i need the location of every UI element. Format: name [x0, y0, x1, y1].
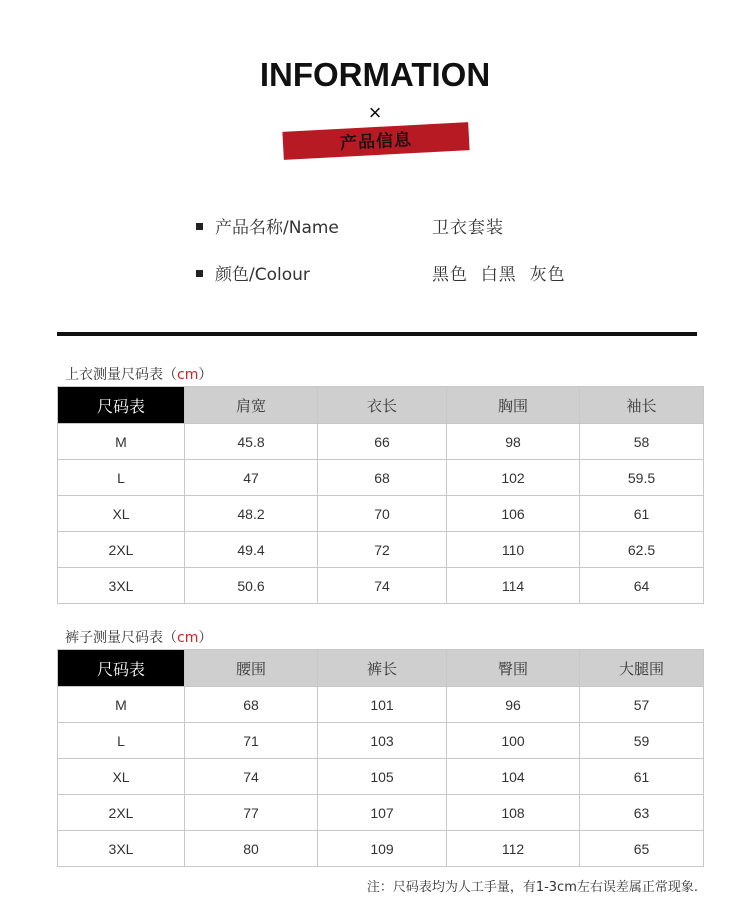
table-cell: 62.5 — [580, 532, 704, 568]
divider — [57, 332, 697, 336]
table-cell: 59 — [580, 723, 704, 759]
column-header: 袖长 — [580, 387, 704, 424]
info-colour-label: 颜色/Colour — [215, 265, 310, 285]
table-cell: 80 — [185, 831, 318, 867]
table-cell: 108 — [447, 795, 580, 831]
table-cell: 100 — [447, 723, 580, 759]
table-cell: 61 — [580, 759, 704, 795]
table-cell: 98 — [447, 424, 580, 460]
column-header: 大腿围 — [580, 650, 704, 687]
table-cell: 114 — [447, 568, 580, 604]
table-cell: 102 — [447, 460, 580, 496]
top-size-table — [57, 386, 704, 604]
table-cell: 101 — [318, 687, 447, 723]
column-header: 裤长 — [318, 650, 447, 687]
table-row — [58, 424, 704, 460]
table-cell: 59.5 — [580, 460, 704, 496]
table-cell: 96 — [447, 687, 580, 723]
table-cell: XL — [58, 759, 185, 795]
table-cell: L — [58, 723, 185, 759]
table-cell: 45.8 — [185, 424, 318, 460]
table-row — [58, 687, 704, 723]
table-cell: 68 — [185, 687, 318, 723]
table-row — [58, 795, 704, 831]
table-cell: M — [58, 424, 185, 460]
section-banner: 产品信息 — [282, 122, 469, 160]
table-row — [58, 460, 704, 496]
table-cell: XL — [58, 496, 185, 532]
pants-table-caption — [65, 627, 212, 647]
table-row — [58, 532, 704, 568]
table-cell: M — [58, 687, 185, 723]
column-header: 尺码表 — [58, 650, 185, 687]
table-cell: 105 — [318, 759, 447, 795]
table-cell: 50.6 — [185, 568, 318, 604]
column-header: 腰围 — [185, 650, 318, 687]
table-cell: 103 — [318, 723, 447, 759]
table-cell: 72 — [318, 532, 447, 568]
table-cell: 2XL — [58, 532, 185, 568]
table-row — [58, 759, 704, 795]
footnote: 注：尺码表均为人工手量，有1-3cm左右误差属正常现象. — [366, 880, 698, 895]
top-caption-end: ） — [198, 367, 213, 383]
bullet-square-icon — [196, 223, 203, 230]
table-header-row — [58, 650, 704, 687]
pants-caption-end: ） — [198, 630, 213, 646]
top-table-caption — [65, 364, 212, 384]
table-cell: 57 — [580, 687, 704, 723]
table-row — [58, 568, 704, 604]
table-header-row — [58, 387, 704, 424]
table-cell: 68 — [318, 460, 447, 496]
bullet-square-icon — [196, 270, 203, 277]
table-cell: 48.2 — [185, 496, 318, 532]
cross-icon: × — [368, 100, 382, 125]
table-cell: 65 — [580, 831, 704, 867]
table-cell: 49.4 — [185, 532, 318, 568]
table-cell: 3XL — [58, 568, 185, 604]
table-cell: 104 — [447, 759, 580, 795]
info-colour-value: 黑色 白黑 灰色 — [432, 265, 566, 285]
table-row — [58, 496, 704, 532]
table-cell: 74 — [318, 568, 447, 604]
top-caption-text: 上衣测量尺码表（ — [65, 367, 177, 383]
table-cell: 77 — [185, 795, 318, 831]
table-row — [58, 723, 704, 759]
info-colour-row — [196, 263, 310, 287]
table-cell: 58 — [580, 424, 704, 460]
info-name-row — [196, 216, 339, 240]
info-name-label: 产品名称/Name — [215, 218, 339, 238]
column-header: 胸围 — [447, 387, 580, 424]
table-cell: 3XL — [58, 831, 185, 867]
table-cell: 70 — [318, 496, 447, 532]
table-cell: 112 — [447, 831, 580, 867]
pants-size-table — [57, 649, 704, 867]
column-header: 衣长 — [318, 387, 447, 424]
pants-caption-text: 裤子测量尺码表（ — [65, 630, 177, 646]
table-cell: 61 — [580, 496, 704, 532]
top-caption-unit: cm — [177, 367, 199, 383]
table-cell: 71 — [185, 723, 318, 759]
table-cell: 2XL — [58, 795, 185, 831]
table-cell: 64 — [580, 568, 704, 604]
info-name-value: 卫衣套装 — [432, 218, 504, 238]
table-cell: 106 — [447, 496, 580, 532]
table-cell: L — [58, 460, 185, 496]
table-cell: 66 — [318, 424, 447, 460]
page-title: INFORMATION — [259, 56, 491, 93]
column-header: 肩宽 — [185, 387, 318, 424]
table-cell: 109 — [318, 831, 447, 867]
table-cell: 63 — [580, 795, 704, 831]
table-row — [58, 831, 704, 867]
table-cell: 107 — [318, 795, 447, 831]
pants-caption-unit: cm — [177, 630, 199, 646]
table-cell: 74 — [185, 759, 318, 795]
table-cell: 110 — [447, 532, 580, 568]
table-cell: 47 — [185, 460, 318, 496]
column-header: 尺码表 — [58, 387, 185, 424]
column-header: 臀围 — [447, 650, 580, 687]
